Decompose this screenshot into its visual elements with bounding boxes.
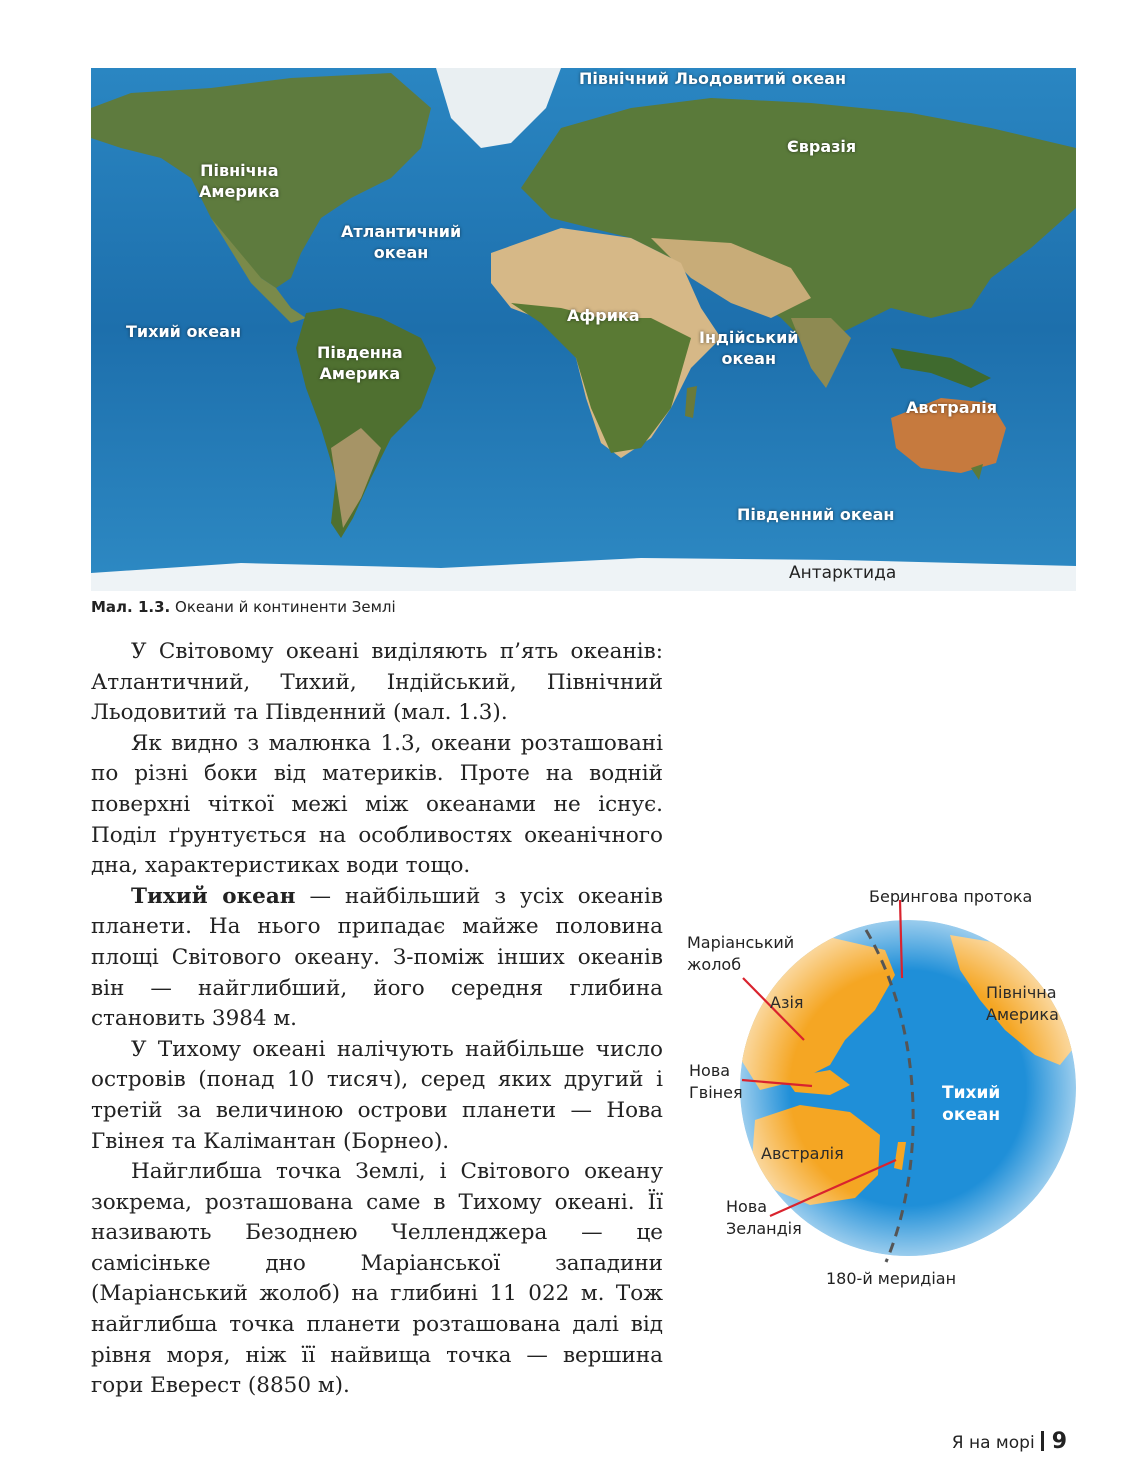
label-australia-globe: Австралія (761, 1144, 844, 1163)
paragraph-2: Як видно з малюнка 1.3, океани розташовані по різні боки від материків. Проте на водній поверхні чіткої межі між океанами не існує. Поділ ґрунтується на особливостях океанічного дна, характеристиках води тощо. (91, 730, 663, 879)
bold-term: Тихий океан (131, 883, 296, 909)
label-atlantic-ocean: Атлантичний океан (341, 222, 462, 262)
figure-caption (91, 598, 396, 616)
label-meridian-180: 180-й меридіан (826, 1269, 957, 1288)
page-footer (952, 1429, 1067, 1454)
globe-figure (680, 880, 1100, 1300)
label-eurasia: Євразія (787, 137, 857, 156)
label-africa: Африка (567, 306, 640, 325)
paragraph-1: У Світовому океані виділяють п’ять океанів: Атлантичний, Тихий, Індійський, Північний Льодовитий та Південний (мал. 1.3). (91, 639, 663, 726)
label-pacific-ocean: Тихий океан (126, 322, 241, 341)
footer-section: Я на морі (951, 1433, 1035, 1453)
label-antarctica: Антарктида (789, 563, 897, 583)
caption-text: Океани й континенти Землі (175, 598, 396, 616)
label-north-america-globe: Північна Америка (986, 983, 1059, 1024)
label-southern-ocean: Південний океан (737, 505, 895, 524)
label-indian-ocean: Індійський океан (699, 328, 799, 368)
label-new-zealand: Нова Зеландія (726, 1197, 802, 1238)
label-mariana-trench: Маріанський жолоб (687, 933, 795, 974)
footer-divider (1041, 1431, 1044, 1451)
paragraph-3-text: — найбільший з усіх океанів планети. На нього припадає майже половина площі Світового океану. З-поміж інших океанів він — найглибший, його середня глибина становить 3984 м. (91, 883, 663, 1032)
label-pacific-ocean-globe: Тихий океан (942, 1083, 1001, 1125)
label-south-america: Південна Америка (317, 343, 403, 383)
label-asia: Азія (770, 993, 804, 1012)
paragraph-5: Найглибша точка Землі, і Світового океану зокрема, розташована саме в Тихому океані. Її називають Безоднею Челленджера — це самісіньке дно Маріанської западини (Маріанський жолоб) на глибині 11 022 м. Тож найглибша точка планети розташована далі від рівня моря, ніж її найвища точка — вершина гори Еверест (8850 м). (91, 1159, 663, 1399)
label-north-america: Північна Америка (199, 161, 280, 201)
body-text (91, 637, 663, 1402)
paragraph-3 (91, 882, 663, 1035)
label-new-guinea: Нова Гвінея (689, 1061, 743, 1102)
paragraph-4: У Тихому океані налічують найбільше число островів (понад 10 тисяч), серед яких другий і третій за величиною острови планети — Нова Гвінея та Калімантан (Борнео). (91, 1036, 663, 1154)
label-arctic-ocean: Північний Льодовитий океан (579, 69, 847, 88)
label-australia: Австралія (906, 398, 997, 417)
world-map (91, 68, 1076, 591)
caption-number: Мал. 1.3. (91, 598, 171, 616)
label-bering-strait: Берингова протока (869, 887, 1033, 906)
page-number: 9 (1051, 1429, 1067, 1454)
